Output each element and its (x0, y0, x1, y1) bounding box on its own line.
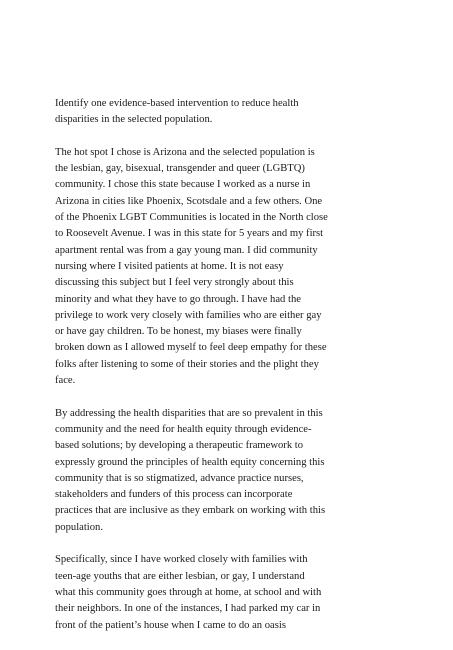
text-line: Arizona in cities like Phoenix, Scotsdale and a few others. One (55, 195, 323, 207)
text-line: community. I chose this state because I worked as a nurse in (55, 179, 311, 191)
text-line: teen-age youths that are either lesbian, or gay, I understand (55, 570, 305, 582)
text-line: to Roosevelt Avenue. I was in this state for 5 years and my first (55, 228, 324, 240)
text-line: disparities in the selected population. (55, 114, 213, 126)
text-line: or have gay children. To be honest, my biases were finally (55, 326, 302, 338)
text-line: broken down as I allowed myself to feel deep empathy for these (55, 342, 327, 354)
text-line: of the Phoenix LGBT Communities is located in the North close (55, 212, 328, 224)
text-line: practices that are inclusive as they embark on working with this (55, 505, 326, 517)
text-line: privilege to work very closely with families who are either gay (55, 309, 322, 321)
text-line: minority and what they have to go through. I have had the (55, 293, 301, 305)
text-line: their neighbors. In one of the instances, I had parked my car in (55, 603, 321, 615)
text-line: community that is so stigmatized, advance practice nurses, (55, 472, 304, 484)
text-line: Specifically, since I have worked closely with families with (55, 554, 308, 566)
paragraph (55, 406, 400, 536)
paragraph (55, 96, 400, 129)
text-line: By addressing the health disparities that are so prevalent in this (55, 407, 323, 419)
text-line: The hot spot I chose is Arizona and the selected population is (55, 146, 315, 158)
text-line: front of the patient’s house when I came to do an oasis (55, 619, 286, 631)
text-line: population. (55, 521, 103, 533)
text-line: discussing this subject but I feel very strongly about this (55, 277, 294, 289)
text-line: apartment rental was from a gay young man. I did community (55, 244, 318, 256)
text-line: community and the need for health equity through evidence- (55, 423, 312, 435)
text-line: folks after listening to some of their stories and the plight they (55, 358, 319, 370)
paragraph (55, 145, 400, 389)
text-line: expressly ground the principles of health equity concerning this (55, 456, 325, 468)
text-line: face. (55, 375, 76, 387)
text-line: what this community goes through at home, at school and with (55, 586, 322, 598)
text-line: the lesbian, gay, bisexual, transgender and queer (LGBTQ) (55, 163, 305, 175)
paragraph (55, 552, 400, 633)
text-line: Identify one evidence-based intervention to reduce health (55, 98, 299, 109)
text-line: based solutions; by developing a therapeutic framework to (55, 440, 304, 452)
document-body (55, 96, 400, 650)
text-line: stakeholders and funders of this process can incorporate (55, 489, 293, 501)
text-line: nursing where I visited patients at home. It is not easy (55, 260, 284, 272)
